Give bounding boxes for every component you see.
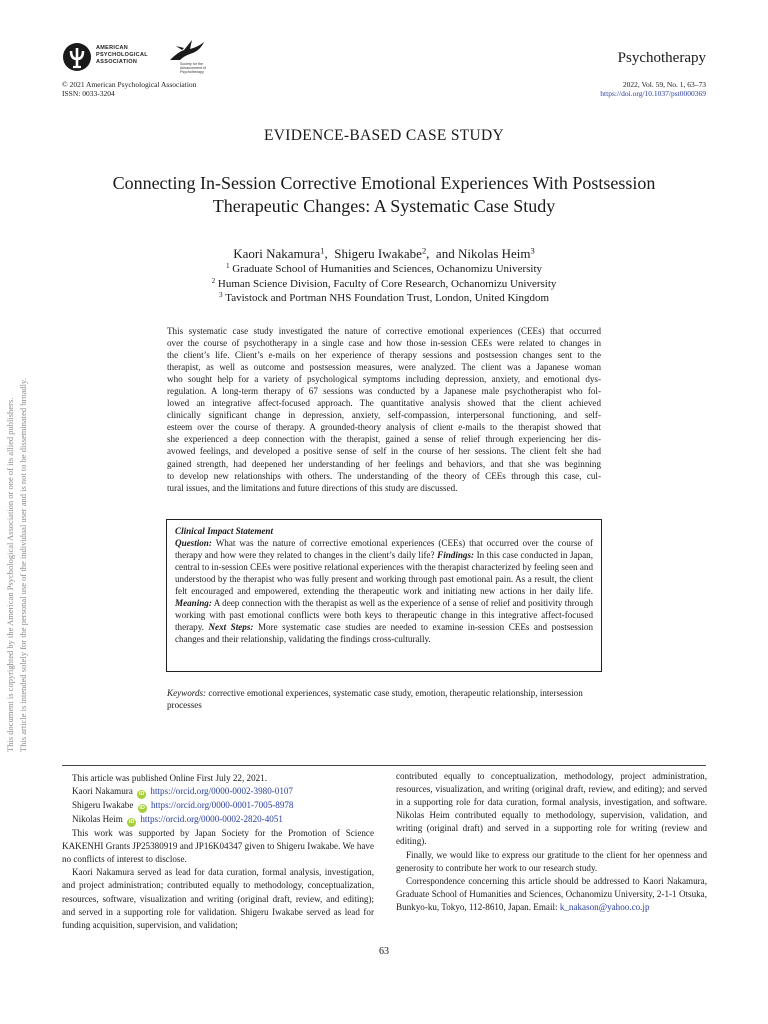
meaning-text: A deep connection with the therapist as well as the experience of a sense of relief and positivity through working with past emotional conflicts were both keys to therapeutic change in this integrative affect-focused therapy.: [175, 598, 593, 633]
orcid-author: Kaori Nakamura: [72, 786, 133, 797]
email-link[interactable]: k_nakason@yahoo.co.jp: [559, 901, 650, 912]
keywords-text: corrective emotional experiences, systematic case study, emotion, therapeutic relationship, intersession processes: [167, 688, 583, 711]
contribution-note-continued: contributed equally to conceptualization, methodology, project administration, resources, visualization, and writing (original draft, review, and editing); and served in a supporting role for data curation, formal analysis, investigation, and software. Nikolas Heim contributed equally to methodology, supervision, validation, and writing (original draft) and served in a supporting role for writing (review and editing).: [396, 771, 707, 847]
orcid-author: Nikolas Heim: [72, 814, 123, 825]
abstract-line: clinically significant change in depression, anxiety, self-compassion, interpersonal functioning, and self-: [167, 410, 601, 421]
apa-logo: [62, 42, 152, 72]
funding-note: This work was supported by Japan Society for the Promotion of Science KAKENHI Grants JP25380919 and JP16K04347 given to Shigeru Iwakabe. We have no conflicts of interest to disclose.: [62, 828, 374, 865]
orcid-icon: iD: [128, 819, 135, 826]
orcid-link[interactable]: https://orcid.org/0000-0001-7005-8978: [150, 800, 294, 811]
abstract-line: esteem over the course of therapy. A grounded-theory analysis of client e-mails to the therapist showed that: [167, 422, 601, 433]
affiliation: $^1$ Graduate School of Humanities and Sciences, Ochanomizu University: [225, 262, 543, 275]
apa-psi-icon: [62, 42, 92, 72]
orcid-entry: [62, 799, 374, 813]
author-name: Kaori Nakamura: [233, 246, 321, 261]
footnote-divider: [62, 765, 706, 766]
affiliation: $^3$ Tavistock and Portman NHS Foundation Trust, London, United Kingdom: [218, 291, 550, 304]
orcid-icon: iD: [139, 805, 145, 812]
orcid-author: Shigeru Iwakabe: [72, 800, 134, 811]
apa-logo-text: AMERICAN PSYCHOLOGICAL ASSOCIATION: [96, 45, 148, 65]
footnotes-left-column: [62, 772, 374, 932]
correspondence-text: Correspondence concerning this article should be addressed to Kaori Nakamura, Graduate School of Humanities and Sciences, Ochanomizu University, 2-1-1 Otsuka, Bunkyo-ku, Tokyo, 112-8610, Japan. Email:: [396, 875, 707, 912]
title-line-2: Therapeutic Changes: A Systematic Case Study: [212, 196, 556, 216]
author-list: Kaori Nakamura$^1$, Shigeru Iwakabe$^2$, and Nikolas Heim$^3$: [233, 245, 535, 261]
published-note: This article was published Online First July 22, 2021.: [72, 773, 267, 783]
author-sup: 2: [421, 245, 427, 256]
orcid-icon: iD: [138, 791, 145, 798]
abstract-line: This systematic case study investigated the nature of corrective emotional experiences (CEEs) that occurred: [167, 326, 601, 336]
article-title: [40, 172, 728, 218]
society-logo-text: Society for the Advancement of Psychotherapy: [180, 62, 206, 74]
author-name: and Nikolas Heim: [435, 246, 531, 261]
question-text: What was the nature of corrective emotional experiences (CEEs) that occurred over the course of therapy and how were they related to changes in the client’s daily life?: [175, 538, 593, 561]
affiliation: $^2$ Human Science Division, Faculty of Core Research, Ochanomizu University: [211, 276, 557, 290]
keywords: [167, 687, 601, 711]
abstract-line: over the course of psychotherapy in a single case and how those in-session CEEs were related to changes in: [167, 338, 601, 349]
next-steps-label: Next Steps:: [208, 622, 254, 633]
abstract-line: lowed an integrative affect-focused approach. The quantitative analysis showed that the client achieved: [167, 398, 601, 409]
side-notice-line-2: This article is intended solely for the personal use of the individual user and is not to be disseminated broadly.: [18, 378, 28, 752]
author-name: Shigeru Iwakabe: [334, 246, 422, 261]
bird-icon: [166, 38, 206, 64]
author-sup: 1: [320, 245, 325, 256]
orcid-entry: [62, 813, 374, 827]
volume-text: 2022, Vol. 59, No. 1, 63–73: [622, 80, 706, 89]
impact-body: [175, 537, 593, 645]
abstract-line: gained strength, had deepened her understanding of her feelings and behaviors, and that she was beginning: [167, 458, 601, 469]
abstract-line: therapist, as well as outcome and postsession measures, were analyzed. The client was a Japanese woman: [167, 362, 601, 373]
acknowledgment-note: Finally, we would like to express our gratitude to the client for her openness and generosity to contribute her work to our research study.: [396, 849, 707, 873]
abstract: [167, 325, 601, 494]
abstract-line: who sought help for a variety of psychological symptoms including depression, anxiety, and emotional dys-: [167, 374, 601, 385]
page-number: 63: [379, 946, 389, 957]
footnotes-right-column: [396, 770, 707, 914]
clinical-impact-box: [166, 519, 602, 672]
orcid-link[interactable]: https://orcid.org/0000-0002-2820-4051: [140, 814, 283, 825]
title-line-1: Connecting In-Session Corrective Emotional Experiences With Postsession: [112, 173, 656, 193]
side-notice-line-1: This document is copyrighted by the American Psychological Association or one of its allied publishers.: [5, 397, 15, 752]
doi-link[interactable]: https://doi.org/10.1037/pst0000369: [600, 88, 706, 98]
journal-name: Psychotherapy: [617, 50, 706, 66]
copyright-block: [62, 81, 196, 98]
abstract-line: avowed feelings, and developed a positive sense of self in the course of her sessions. The client felt she had: [167, 446, 601, 457]
society-logo: [166, 38, 214, 76]
impact-heading: Clinical Impact Statement: [175, 526, 274, 536]
abstract-line: to develop new relationships with others. The understanding of the theory of CEEs through this case, cul-: [167, 470, 601, 481]
volume-block: [600, 81, 706, 98]
copyright-text: © 2021 American Psychological Association: [62, 80, 197, 89]
abstract-line: the client’s life. Client’s e-mails on her experience of therapy sessions and postsession changes sent to the: [167, 350, 601, 361]
author-sup: 3: [530, 245, 535, 256]
findings-text: In this case conducted in Japan, central to in-session CEEs were positive relational experiences with the therapist characterized by feeling seen and understood by the therapist who was fully present and working through past emotional pain. As a result, the client felt encouraged and empowered, extending the therapeutic work and initiating new actions in her daily life.: [175, 550, 593, 597]
meaning-label: Meaning:: [175, 598, 212, 609]
orcid-entry: [62, 785, 374, 799]
question-label: Question:: [175, 538, 212, 549]
issn-text: ISSN: 0033-3204: [62, 88, 115, 98]
contribution-note: Kaori Nakamura served as lead for data curation, formal analysis, investigation, and project administration; contributed equally to methodology, conceptualization, resources, software, visualization and writing (original draft, review, and editing); and served in a supporting role for validation. Shigeru Iwakabe served as lead for funding acquisition, supervision, and validation;: [62, 867, 374, 930]
correspondence-note: [396, 875, 707, 914]
keywords-label: Keywords:: [167, 688, 207, 698]
abstract-line: she experienced a deep connection with the therapist, gained a sense of relief through experiencing her dis-: [167, 434, 601, 445]
findings-label: Findings:: [437, 550, 475, 561]
orcid-link[interactable]: https://orcid.org/0000-0002-3980-0107: [150, 786, 293, 797]
section-label: EVIDENCE-BASED CASE STUDY: [264, 127, 504, 144]
side-copyright-notice: [4, 292, 32, 752]
abstract-line: tural issues, and the limitations and future directions of this study are discussed.: [167, 482, 458, 493]
next-steps-text: More systematic case studies are needed to examine in-session CEEs and postsession changes and their relationship, validating the findings cross-culturally.: [175, 622, 594, 645]
abstract-line: regulation. A long-term therapy of 67 sessions was conducted by a Japanese male psychotherapist who fol-: [167, 386, 601, 397]
affiliations: [0, 262, 768, 306]
